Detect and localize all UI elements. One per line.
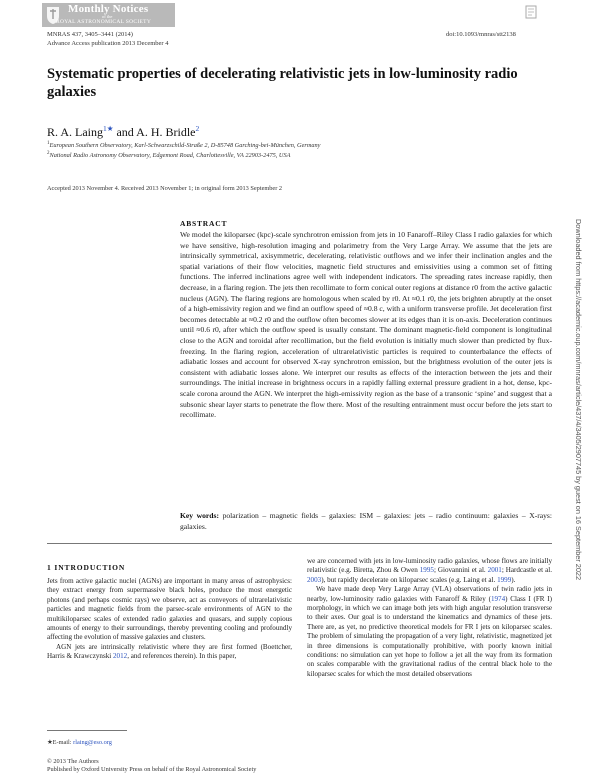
- paragraph: [307, 557, 552, 585]
- authors-and: and: [113, 125, 137, 139]
- doi: doi:10.1093/mnras/stt2138: [446, 31, 516, 38]
- section-heading: 1 INTRODUCTION: [47, 563, 126, 572]
- keywords-text: polarization – magnetic fields – galaxies: ISM – galaxies: jets – radio continuum: galaxies – X-rays: galaxies.: [180, 511, 552, 531]
- copyright-line: © 2013 The Authors: [47, 758, 99, 765]
- accepted-dates: Accepted 2013 November 4. Received 2013 November 1; in original form 2013 September 2: [47, 185, 283, 192]
- paper-title: Systematic properties of decelerating relativistic jets in low-luminosity radio galaxies: [47, 66, 518, 100]
- text-span: we are concerned with jets in low-luminosity radio galaxies, whose flows are initially relativistic (e.g. Biretta, Zhou & Owen: [307, 557, 552, 575]
- text-span: ; Giovannini et al.: [433, 566, 488, 575]
- author-name: A. H. Bridle: [136, 125, 196, 139]
- affiliation: [47, 151, 290, 159]
- keywords-label: Key words:: [180, 511, 220, 520]
- text-span: , and references therein). In this paper,: [127, 652, 237, 661]
- divider: [47, 543, 552, 544]
- keywords: [180, 511, 552, 532]
- download-sidebar: [573, 219, 583, 605]
- author-sup: 2: [195, 124, 200, 133]
- text-span: ).: [511, 575, 516, 584]
- paragraph: Jets from active galactic nuclei (AGNs) are important in many areas of astrophysics: they extract energy from supermassive black holes, produce the most energetic photons (and perhaps cosmic rays) we observe, act as conveyors of ultrarelativistic particles and magnetic fields from the parsec-scale environments of AGN to the multikiloparsec scales of extended radio galaxies and quasars, and supply copious amounts of energy to their surroundings, thereby preventing cooling and profoundly affecting the evolution of massive galaxies and clusters.: [47, 577, 292, 642]
- citation-link[interactable]: 1999: [497, 575, 512, 584]
- left-column: [47, 577, 292, 662]
- text-span: ), but rapidly decelerate on kiloparsec scales (e.g. Laing et al.: [321, 575, 498, 584]
- paragraph: [47, 643, 292, 662]
- advance-access: Advance Access publication 2013 December 4: [47, 40, 169, 47]
- text-span: We have made deep Very Large Array (VLA) observations of twin radio jets in nearby, low-luminosity radio galaxies with Fanaroff & Riley (: [307, 585, 552, 603]
- affiliation-number: 2: [47, 151, 50, 156]
- logo-of: of the: [102, 14, 113, 19]
- affiliation-text: European Southern Observatory, Karl-Schwarzschild-Straße 2, D-85748 Garching-bei-München, Germany: [49, 142, 321, 150]
- affiliation-number: 1: [47, 141, 50, 146]
- citation-link[interactable]: 1974: [490, 594, 506, 603]
- text-span: AGN jets are intrinsically relativistic where they are first formed (Boettcher, Harris & Krawczynski: [47, 642, 292, 661]
- author-sup: 1★: [103, 124, 114, 133]
- affiliation: [47, 141, 320, 149]
- author-name: R. A. Laing: [47, 125, 103, 139]
- paragraph: [307, 585, 552, 679]
- footnote-divider: [47, 730, 127, 731]
- text-span: ; Hardcastle et al.: [501, 566, 552, 575]
- logo-society: ROYAL ASTRONOMICAL SOCIETY: [56, 19, 152, 25]
- right-column: [307, 557, 552, 679]
- citation-link[interactable]: 2003: [307, 575, 322, 584]
- footnote-label: ★E-mail:: [47, 739, 74, 746]
- text-span: ) Class I (FR I) morphology, in which we can image both jets with high angular resolution transverse to their axes. Our goal is to understand the kinematics and dynamics of these jets. There are, as yet, no predictive theoretical models for FR I jets on kiloparsec scales. The problem of simulating the propagation of a very light, relativistic, magnetized jet in three dimensions is computationally prohibitive, with poorly known initial conditions: no simulation can yet hope to follow a jet all the way from its formation on scales comparable with the gravitational radius of the central black hole to the kiloparsec scales for which the most detailed observations: [307, 594, 552, 678]
- citation-link[interactable]: 2001: [487, 566, 502, 575]
- citation-link[interactable]: 1995: [419, 566, 434, 575]
- footnote: [47, 739, 112, 746]
- citation-link[interactable]: 2012: [113, 652, 128, 661]
- logo-title: Monthly Notices: [68, 3, 149, 15]
- publisher-line: Published by Oxford University Press on behalf of the Royal Astronomical Society: [47, 766, 257, 773]
- email-link[interactable]: rlaing@eso.org: [73, 739, 112, 746]
- bookmark-icon: [525, 5, 537, 19]
- download-note: Downloaded from https://academic.oup.com/mnras/article/437/4/3405/2907745 by guest on 16 September 2022: [574, 219, 583, 581]
- citation: MNRAS 437, 3405–3441 (2014): [47, 31, 133, 38]
- copyright: [47, 758, 256, 774]
- affiliation-text: National Radio Astronomy Observatory, Edgemont Road, Charlottesville, VA 22903-2475, USA: [49, 152, 291, 160]
- abstract-text: We model the kiloparsec (kpc)-scale synchrotron emission from jets in 10 Fanaroff–Riley Class I radio galaxies for which we have sensitive, high-resolution imaging and polarimetry from the Very Large Array. We assume that the jets are intrinsically symmetrical, axisymmetric, decelerating, relativistic outflows and we infer their inclination angles and the spatial variations of their flow velocities, magnetic field structures and emissivities using a common set of fitting functions. The inferred inclinations agree well with independent indicators. The spreading rates increase rapidly, then decrease, in a flaring region. The jets then recollimate to form conical outer regions at distance r0 from the active galactic nucleus (AGN). The flaring regions are homologous when scaled by r0. At ≈0.1 r0, the jets brighten abruptly at the onset of a high-emissivity region and we find an outflow speed of ≈0.8 c, with a uniform transverse profile. Jet deceleration first becomes detectable at ≈0.2 r0 and the outflow often becomes slower at its edges than it is on-axis. Deceleration continues until ≈0.6 r0, after which the outflow speed is usually constant. The dominant magnetic-field component is longitudinal close to the AGN and toroidal after recollimation, but the field evolution is initially much slower than predicted by flux-freezing. In the flaring region, acceleration of ultrarelativistic particles is required to counterbalance the effects of adiabatic losses and account for observed X-ray synchrotron emission, but the brightness evolution of the outer jets is consistent with adiabatic losses alone. We interpret our results as effects of the interaction between the jets and their surroundings. The initial increase in brightness occurs in a rapidly falling external pressure gradient in a hot, dense, kpc-scale corona around the AGN. We interpret the high-emissivity region as the base of a transonic ‘spine’ and suggest that a subsonic shear layer starts to penetrate the flow there. Most of the resulting entrainment must occur before the jets start to recollimate.: [180, 230, 552, 420]
- authors: [47, 124, 199, 140]
- abstract-heading: ABSTRACT: [180, 219, 228, 228]
- journal-logo: [42, 3, 175, 27]
